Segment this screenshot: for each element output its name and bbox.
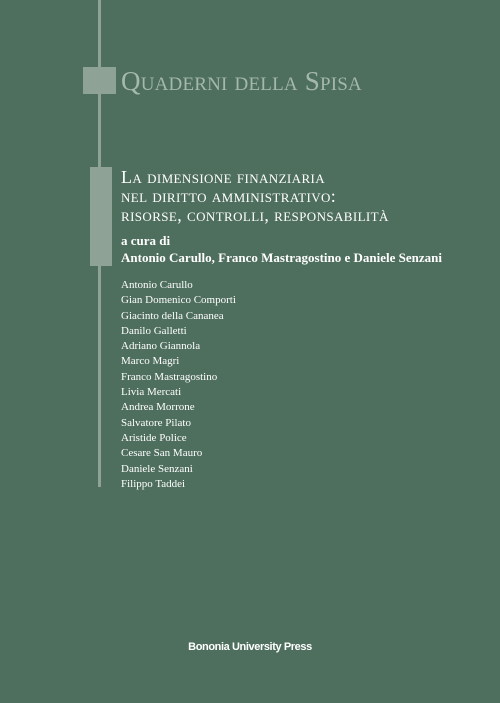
- author-name: Cesare San Mauro: [121, 447, 203, 460]
- author-name: Salvatore Pilato: [121, 416, 191, 429]
- author-name: Filippo Taddei: [121, 477, 186, 490]
- author-name: Livia Mercati: [121, 386, 182, 399]
- book-title-line-3: risorse, controlli, responsabilità: [121, 205, 389, 225]
- series-title: Quaderni della Spisa: [121, 66, 362, 96]
- author-name: Giacinto della Cananea: [121, 309, 224, 322]
- book-title: [121, 168, 389, 225]
- book-title-line-1: La dimensione finanziaria: [121, 167, 326, 187]
- series-marker-block: [83, 67, 116, 94]
- author-name: Marco Magri: [121, 355, 180, 368]
- author-name: Gian Domenico Comporti: [121, 294, 236, 307]
- title-marker-block: [90, 167, 112, 266]
- author-list: [121, 278, 236, 492]
- author-name: Aristide Police: [121, 431, 187, 444]
- editors: Antonio Carullo, Franco Mastragostino e Daniele Senzani: [121, 250, 443, 265]
- author-name: Adriano Giannola: [121, 340, 201, 353]
- author-name: Franco Mastragostino: [121, 370, 218, 383]
- author-name: Antonio Carullo: [121, 279, 193, 291]
- book-title-line-2: nel diritto amministrativo:: [121, 186, 337, 206]
- author-name: Andrea Morrone: [121, 401, 195, 414]
- author-name: Daniele Senzani: [121, 462, 193, 475]
- publisher-name: Bononia University Press: [188, 641, 312, 653]
- author-name: Danilo Galletti: [121, 324, 187, 337]
- editors-label: a cura di: [121, 233, 171, 248]
